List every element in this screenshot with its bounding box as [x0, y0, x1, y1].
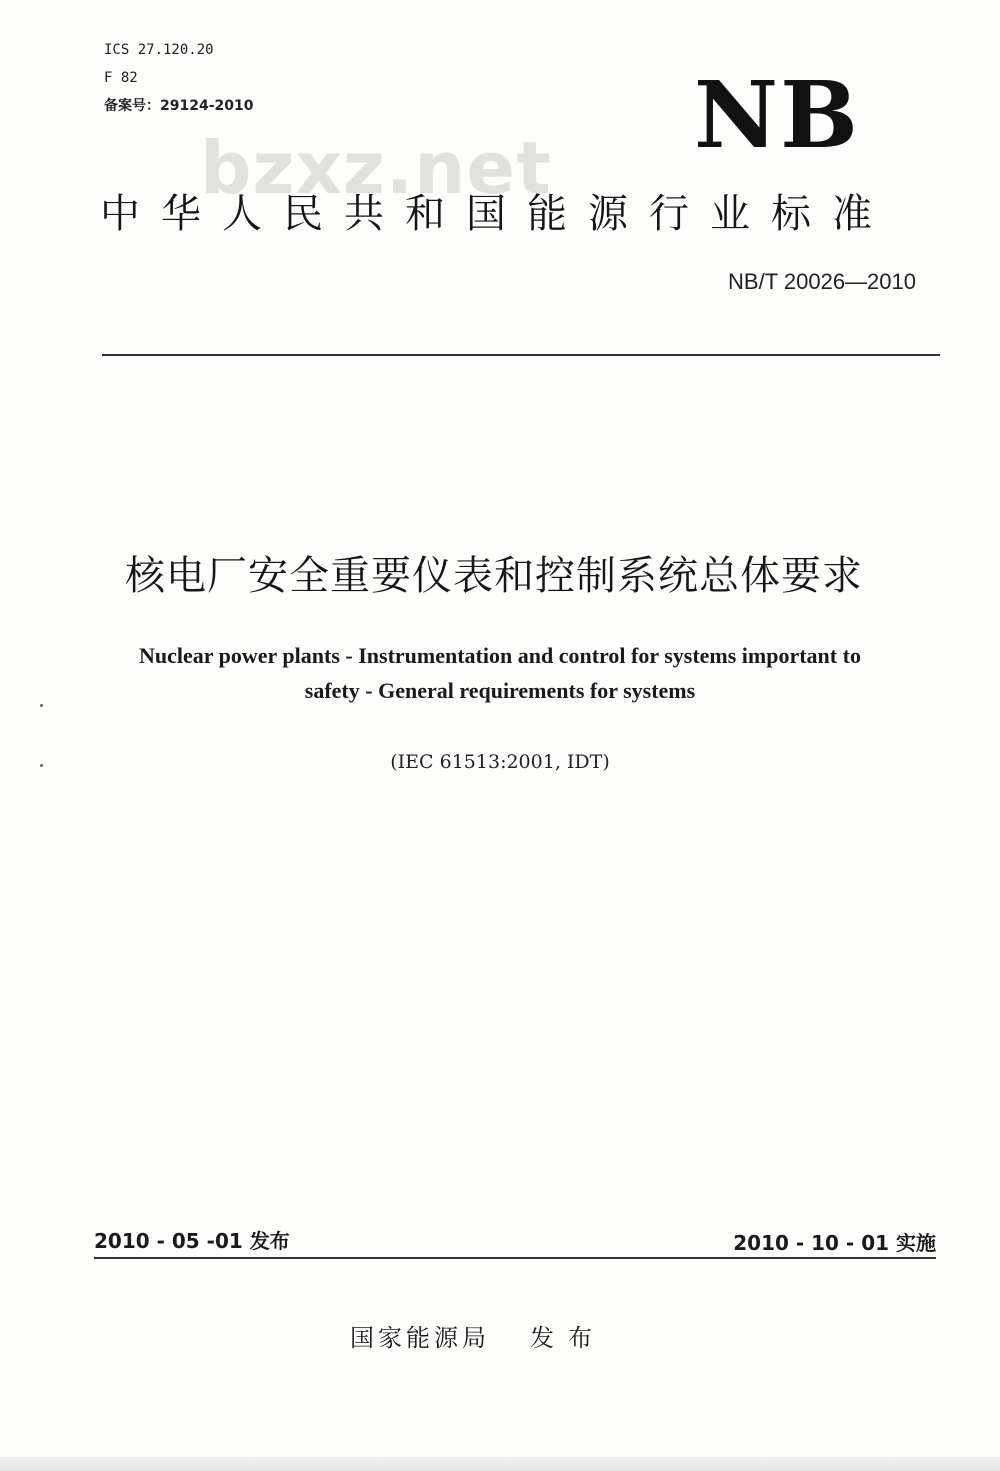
industry-standard-title: 中华人民共和国能源行业标准: [100, 191, 893, 237]
issue-date: 2010 - 05 -01 发布: [94, 1229, 290, 1253]
english-title-line-2: safety - General requirements for systems: [304, 678, 696, 703]
iec-equivalence: (IEC 61513:2001, IDT): [390, 751, 610, 773]
ccs-code: F 82: [104, 70, 138, 86]
nb-logo: NB: [694, 61, 860, 169]
page-bottom-edge: [0, 1457, 1000, 1471]
publish-action: 发布: [530, 1324, 606, 1352]
standard-number: NB/T 20026—2010: [728, 269, 916, 294]
scan-speck: [40, 704, 43, 707]
publisher-line: [350, 1320, 606, 1356]
implementation-date: 2010 - 10 - 01 实施: [733, 1231, 936, 1255]
scan-speck: [40, 764, 43, 767]
record-number: 备案号：29124-2010: [104, 98, 254, 114]
watermark-text: bzxz.net: [200, 126, 552, 210]
classification-block: [104, 36, 253, 120]
ics-code: ICS 27.120.20: [104, 42, 214, 58]
publisher-name: 国家能源局: [350, 1324, 490, 1352]
english-title: [0, 638, 1000, 708]
chinese-title: 核电厂安全重要仪表和控制系统总体要求: [125, 553, 863, 599]
date-divider: [94, 1257, 936, 1259]
english-title-line-1: Nuclear power plants - Instrumentation and control for systems important to: [139, 643, 861, 668]
header-divider: [102, 354, 940, 356]
